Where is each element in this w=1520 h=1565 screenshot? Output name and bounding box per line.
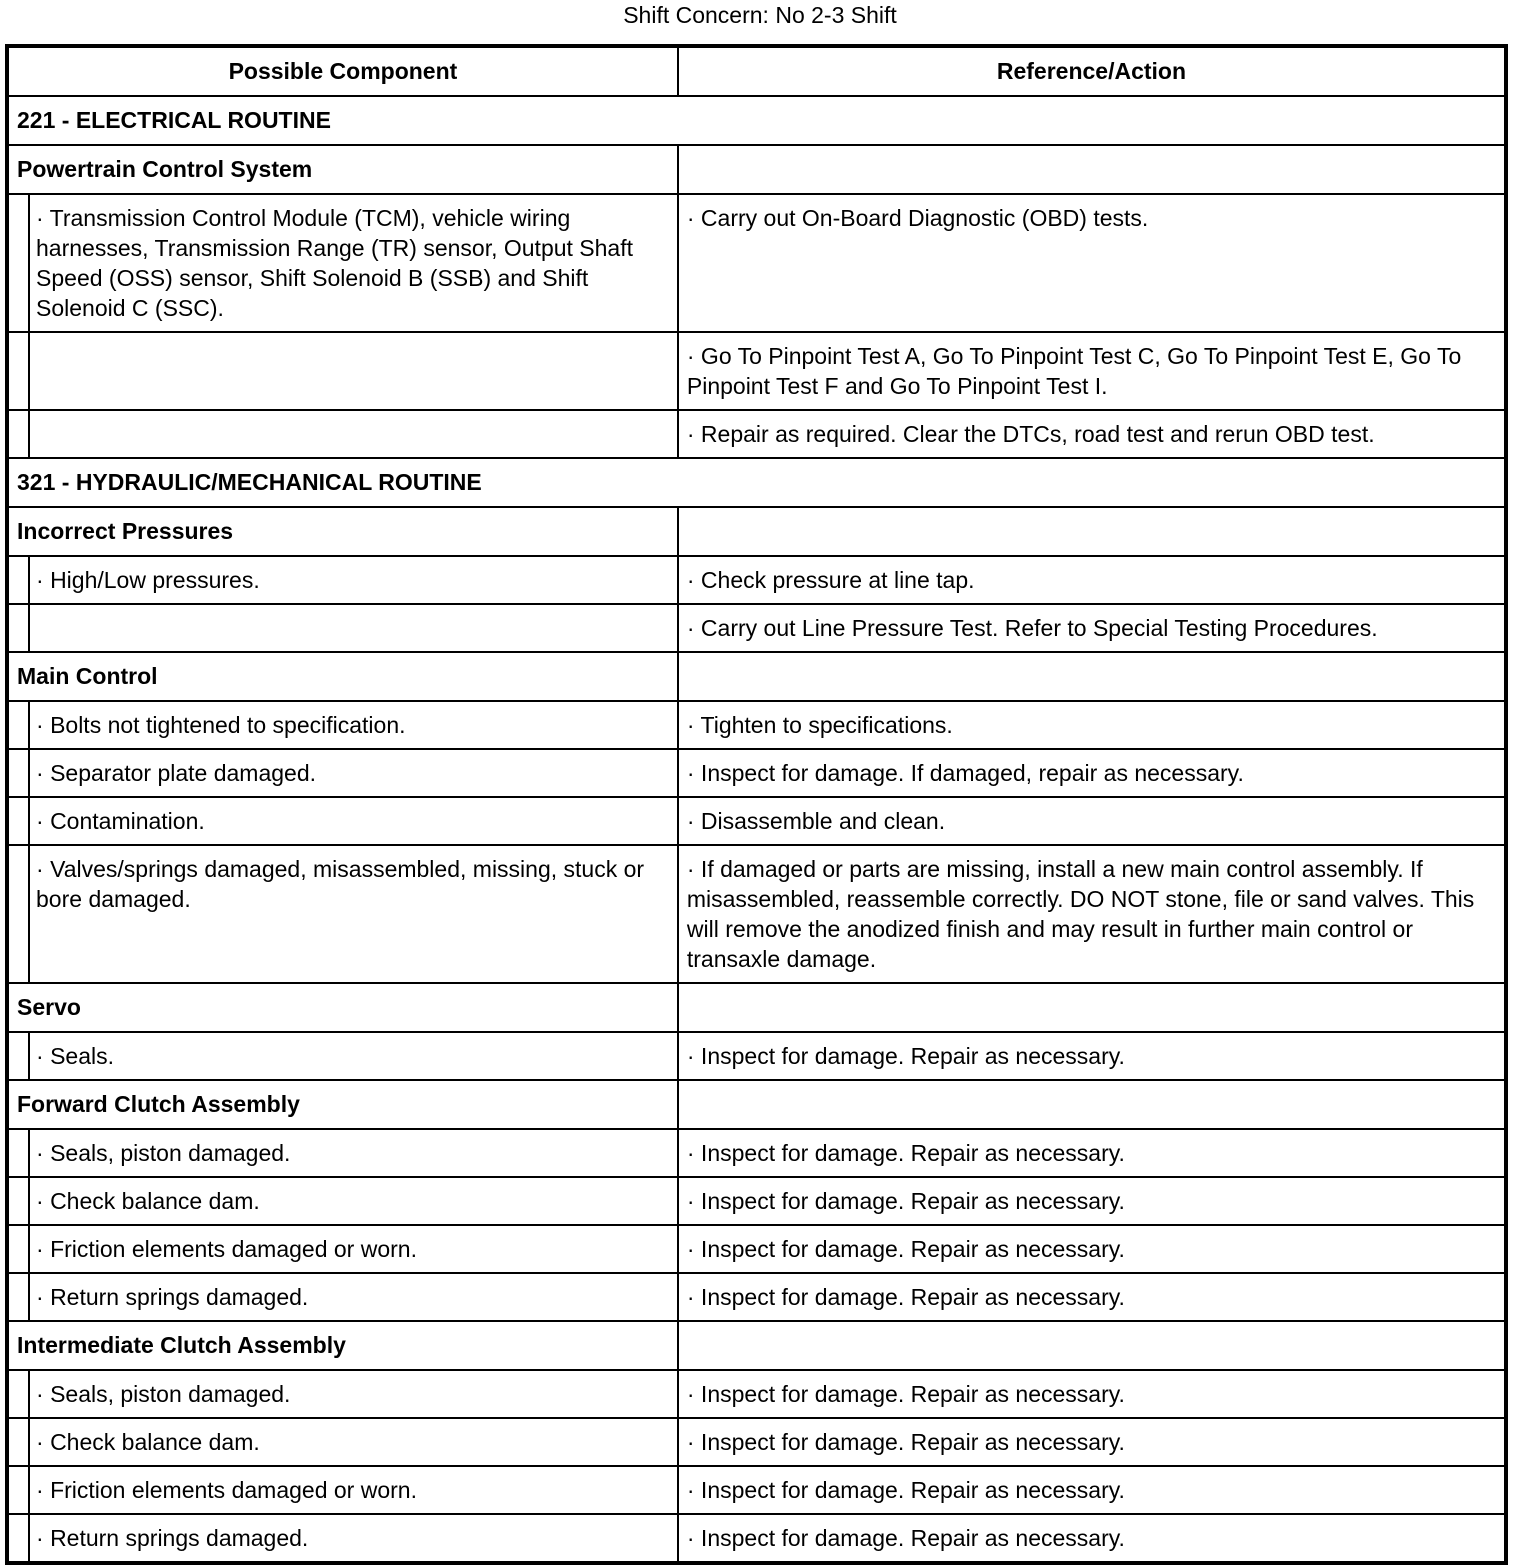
component-cell: · Bolts not tightened to specification. <box>29 701 678 749</box>
group-heading: Forward Clutch Assembly <box>7 1080 678 1129</box>
group-row <box>7 145 1506 194</box>
indent-cell <box>7 1273 29 1321</box>
component-cell: · Seals, piston damaged. <box>29 1370 678 1418</box>
component-cell: · Return springs damaged. <box>29 1273 678 1321</box>
indent-cell <box>7 410 29 458</box>
section-row <box>7 96 1506 145</box>
indent-cell <box>7 749 29 797</box>
group-heading: Intermediate Clutch Assembly <box>7 1321 678 1370</box>
action-cell: · Disassemble and clean. <box>678 797 1506 845</box>
indent-cell <box>7 797 29 845</box>
group-heading: Main Control <box>7 652 678 701</box>
indent-cell <box>7 1177 29 1225</box>
action-cell: · Inspect for damage. Repair as necessary. <box>678 1032 1506 1080</box>
table-row <box>7 1225 1506 1273</box>
table-row <box>7 797 1506 845</box>
action-cell: · Inspect for damage. Repair as necessary. <box>678 1129 1506 1177</box>
table-row <box>7 1032 1506 1080</box>
indent-cell <box>7 332 29 410</box>
table-row <box>7 1129 1506 1177</box>
component-cell <box>29 410 678 458</box>
group-action-cell <box>678 1080 1506 1129</box>
indent-cell <box>7 845 29 983</box>
group-action-cell <box>678 983 1506 1032</box>
indent-cell <box>7 1032 29 1080</box>
table-row <box>7 1370 1506 1418</box>
table-row <box>7 556 1506 604</box>
indent-cell <box>7 1466 29 1514</box>
section-row <box>7 458 1506 507</box>
action-cell: · Check pressure at line tap. <box>678 556 1506 604</box>
table-row <box>7 1177 1506 1225</box>
table-row <box>7 1273 1506 1321</box>
action-cell: · Inspect for damage. Repair as necessary. <box>678 1225 1506 1273</box>
group-action-cell <box>678 652 1506 701</box>
action-cell: · Inspect for damage. Repair as necessary. <box>678 1177 1506 1225</box>
component-cell: · Seals, piston damaged. <box>29 1129 678 1177</box>
action-cell: · Repair as required. Clear the DTCs, road test and rerun OBD test. <box>678 410 1506 458</box>
indent-cell <box>7 701 29 749</box>
component-cell: · Valves/springs damaged, misassembled, missing, stuck or bore damaged. <box>29 845 678 983</box>
table-row <box>7 332 1506 410</box>
table-row <box>7 410 1506 458</box>
group-row <box>7 983 1506 1032</box>
action-cell: · Tighten to specifications. <box>678 701 1506 749</box>
component-cell: · Check balance dam. <box>29 1177 678 1225</box>
action-cell: · Inspect for damage. Repair as necessary. <box>678 1273 1506 1321</box>
table-body <box>7 96 1506 1563</box>
indent-cell <box>7 1225 29 1273</box>
group-heading: Powertrain Control System <box>7 145 678 194</box>
document-title: Shift Concern: No 2-3 Shift <box>623 2 897 28</box>
component-cell: · Check balance dam. <box>29 1418 678 1466</box>
table-row <box>7 1418 1506 1466</box>
component-cell: · High/Low pressures. <box>29 556 678 604</box>
action-cell: · Inspect for damage. Repair as necessary. <box>678 1370 1506 1418</box>
action-cell: · Inspect for damage. Repair as necessary. <box>678 1418 1506 1466</box>
group-row <box>7 1321 1506 1370</box>
header-reference-action: Reference/Action <box>678 46 1506 96</box>
group-heading: Servo <box>7 983 678 1032</box>
action-cell: · Carry out Line Pressure Test. Refer to Special Testing Procedures. <box>678 604 1506 652</box>
component-cell: · Return springs damaged. <box>29 1514 678 1563</box>
component-cell <box>29 604 678 652</box>
group-heading: Incorrect Pressures <box>7 507 678 556</box>
group-row <box>7 1080 1506 1129</box>
group-action-cell <box>678 1321 1506 1370</box>
component-cell: · Seals. <box>29 1032 678 1080</box>
group-action-cell <box>678 507 1506 556</box>
section-heading: 221 - ELECTRICAL ROUTINE <box>7 96 1506 145</box>
indent-cell <box>7 1129 29 1177</box>
component-cell: · Separator plate damaged. <box>29 749 678 797</box>
header-possible-component: Possible Component <box>7 46 678 96</box>
group-row <box>7 652 1506 701</box>
table-row <box>7 845 1506 983</box>
group-row <box>7 507 1506 556</box>
action-cell: · Go To Pinpoint Test A, Go To Pinpoint Test C, Go To Pinpoint Test E, Go To Pinpoint Test F and Go To Pinpoint Test I. <box>678 332 1506 410</box>
indent-cell <box>7 556 29 604</box>
component-cell: · Transmission Control Module (TCM), vehicle wiring harnesses, Transmission Range (TR) sensor, Output Shaft Speed (OSS) sensor, Shift Solenoid B (SSB) and Shift Solenoid C (SSC). <box>29 194 678 332</box>
component-cell: · Friction elements damaged or worn. <box>29 1466 678 1514</box>
action-cell: · Inspect for damage. Repair as necessary. <box>678 1466 1506 1514</box>
action-cell: · Carry out On-Board Diagnostic (OBD) tests. <box>678 194 1506 332</box>
action-cell: · Inspect for damage. If damaged, repair as necessary. <box>678 749 1506 797</box>
indent-cell <box>7 1370 29 1418</box>
component-cell <box>29 332 678 410</box>
component-cell: · Contamination. <box>29 797 678 845</box>
section-heading: 321 - HYDRAULIC/MECHANICAL ROUTINE <box>7 458 1506 507</box>
group-action-cell <box>678 145 1506 194</box>
indent-cell <box>7 194 29 332</box>
table-row <box>7 749 1506 797</box>
table-row <box>7 604 1506 652</box>
indent-cell <box>7 604 29 652</box>
table-header-row <box>7 46 1506 96</box>
action-cell: · If damaged or parts are missing, install a new main control assembly. If misassembled, reassemble correctly. DO NOT stone, file or sand valves. This will remove the anodized finish and may result in further main control or transaxle damage. <box>678 845 1506 983</box>
table-row <box>7 1466 1506 1514</box>
action-cell: · Inspect for damage. Repair as necessary. <box>678 1514 1506 1563</box>
table-row <box>7 701 1506 749</box>
diagnosis-table <box>5 44 1508 1565</box>
table-row <box>7 194 1506 332</box>
component-cell: · Friction elements damaged or worn. <box>29 1225 678 1273</box>
indent-cell <box>7 1418 29 1466</box>
